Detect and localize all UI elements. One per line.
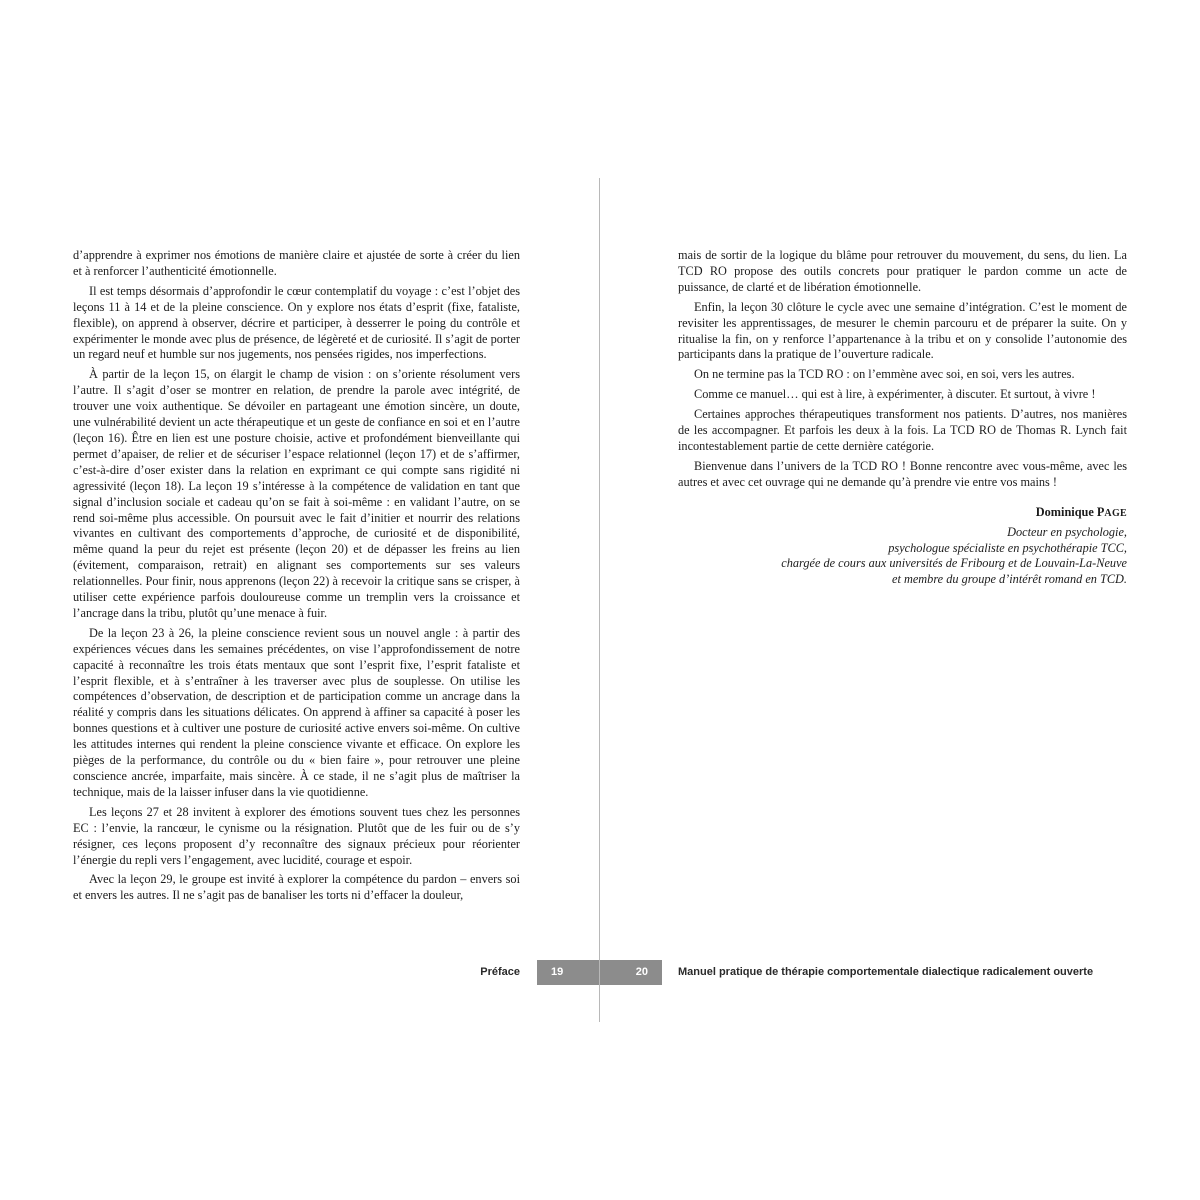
paragraph: À partir de la leçon 15, on élargit le champ de vision : on s’oriente résolument vers l’autre. Il s’agit d’oser se montrer en relation, de prendre la parole avec intégrité, de trouver une voix authentique. Se dévoiler en partageant une émotion sincère, un doute, une vulnérabilité devient un acte thérapeutique et un geste de confiance en soi et en l’autre (leçon 16). Être en lien est une posture choisie, active et profondément bienveillante qui permet d’apaiser, de relier et de sécuriser l’espace relationnel (leçon 17) et de s’affirmer, c’est-à-dire d’oser exister dans la relation en exprimant ce qui compte sans rigidité ni agressivité (leçon 18). La leçon 19 s’intéresse à la compétence de validation en tant que signal d’inclusion sociale et cadeau qu’on se fait à soi-même : en validant l’autre, on se rend soi-même plus accessible. On poursuit avec le fait d’initier et nourrir des relations vivantes en cultivant des comportements d’approche, de curiosité et de disponibilité, même quand la peur du rejet est présente (leçon 20) et de dépasser les freins au lien (évitement, comparaison, retrait) en alignant ses comportements sur ses valeurs relationnelles. Pour finir, nous apprenons (leçon 22) à recevoir la critique sans se crisper, à utiliser cette expérience parfois douloureuse comme un tremplin vers la croissance et l’ancrage dans la tribu, plutôt qu’une menace à fuir. [73,367,520,620]
running-footer-book-title: Manuel pratique de thérapie comportementale dialectique radicalement ouverte [678,966,1094,978]
page-number-right: 20 [600,960,662,985]
author-surname-rest: AGE [1104,507,1127,519]
paragraph: Bienvenue dans l’univers de la TCD RO ! Bonne rencontre avec vous-même, avec les autres et avec cet ouvrage qui ne demande qu’à prendre vie entre vos mains ! [678,458,1127,489]
right-page-text [678,248,1127,588]
paragraph: mais de sortir de la logique du blâme pour retrouver du mouvement, du sens, du lien. La TCD RO propose des outils concrets pour pratiquer le pardon comme un acte de puissance, de clarté et de libération émotionnelle. [678,248,1127,294]
paragraph: Comme ce manuel… qui est à lire, à expérimenter, à discuter. Et surtout, à vivre ! [694,387,1096,402]
paragraph: Certaines approches thérapeutiques transforment nos patients. D’autres, nos manières de les accompagner. Et parfois les deux à la fois. La TCD RO de Thomas R. Lynch fait incontestablement partie de cette dernière catégorie. [678,407,1127,453]
author-credential: et membre du groupe d’intérêt romand en TCD. [892,572,1127,587]
paragraph: d’apprendre à exprimer nos émotions de manière claire et ajustée de sorte à créer du lien et à renforcer l’authenticité émotionnelle. [73,248,520,278]
page-number-left: 19 [537,960,599,985]
author-credential: chargée de cours aux universités de Fribourg et de Louvain-La-Neuve [781,556,1127,571]
paragraph: Il est temps désormais d’approfondir le cœur contemplatif du voyage : c’est l’objet des leçons 11 à 14 et de la pleine conscience. On y explore nos états d’esprit (fixe, fataliste, flexible), on apprend à observer, décrire et participer, à desserrer le poing du contrôle et expérimenter le monde avec plus de présence, de légèreté et de curiosité. Il s’agit de porter un regard neuf et humble sur nos jugements, nos pensées rigides, nos imperfections. [73,283,520,362]
left-page-text [73,248,520,908]
paragraph: Enfin, la leçon 30 clôture le cycle avec une semaine d’intégration. C’est le moment de revisiter les apprentissages, de mesurer le chemin parcouru et de préparer la suite. On y ritualise la fin, on y renforce l’appartenance à la tribu et on y consolide l’autonomie des participants dans la pratique de l’ouverture radicale. [678,299,1127,362]
author-credential: psychologue spécialiste en psychothérapie TCC, [888,540,1127,555]
book-spine [599,178,600,1022]
paragraph: On ne termine pas la TCD RO : on l’emmène avec soi, en soi, vers les autres. [694,367,1075,382]
signature-block [678,505,1127,589]
author-name [678,505,1127,522]
author-first-name: Dominique [1035,504,1097,519]
author-credential: Docteur en psychologie, [1007,524,1127,539]
paragraph: Avec la leçon 29, le groupe est invité à explorer la compétence du pardon – envers soi et envers les autres. Il ne s’agit pas de banaliser les torts ni d’effacer la douleur, [73,872,520,903]
running-footer-section: Préface [480,966,520,978]
paragraph: De la leçon 23 à 26, la pleine conscience revient sous un nouvel angle : à partir des expériences vécues dans les semaines précédentes, on vise l’approfondissement de notre capacité à reconnaître les trois états mentaux que sont l’esprit fixe, l’esprit fataliste et l’esprit flexible, et à s’entraîner à les traverser avec plus de souplesse. On utilise les compétences d’observation, de description et de participation comme un ancrage dans la réalité y compris dans les situations délicates. On apprend à affiner sa capacité à poser les bonnes questions et à cultiver une posture de curiosité active envers soi-même. On cultive les attitudes internes qui rendent la pleine conscience vivante et efficace. On explore les pièges de la performance, du contrôle ou du « bien faire », pour retrouver une pleine conscience ancrée, imparfaite, mais sincère. À ce stade, il ne s’agit plus de maîtriser la technique, mais de la laisser infuser dans la vie quotidienne. [73,625,520,799]
author-surname-initial: P [1096,504,1105,519]
paragraph: Les leçons 27 et 28 invitent à explorer des émotions souvent tues chez les personnes EC : l’envie, la rancœur, le cynisme ou la résignation. Plutôt que de les fuir ou de s’y résigner, ces leçons proposent d’y reconnaître des signaux précieux pour réorienter l’énergie du repli vers l’engagement, avec lucidité, courage et espoir. [73,804,520,867]
